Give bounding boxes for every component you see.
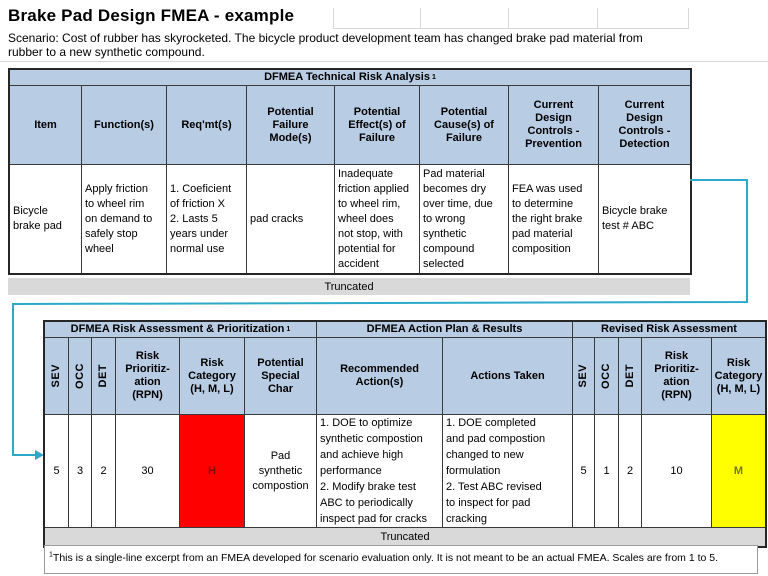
t1-header-detection: Current Design Controls - Detection [599, 86, 690, 165]
t2-cell-rpn: 30 [116, 415, 180, 528]
spreadsheet-gridline [688, 8, 689, 28]
t2-cell-risk-category-high: H [180, 415, 245, 528]
t1-truncated-strip: Truncated [8, 278, 690, 295]
t1-cell-effect: Inadequate friction applied to wheel rim, wheel does not stop, with potential for accident [335, 165, 420, 273]
t2-cell-sev-revised: 5 [573, 415, 595, 528]
t2-cell-occ-revised: 1 [595, 415, 619, 528]
t1-title-label: DFMEA Technical Risk Analysis [264, 71, 430, 83]
page-title: Brake Pad Design FMEA - example [8, 6, 295, 25]
t2-header-rpn: Risk Prioritiz- ation (RPN) [116, 338, 180, 415]
t2-header-sev: SEV [45, 338, 69, 415]
t2-section-revised: Revised Risk Assessment [573, 322, 765, 338]
spreadsheet-gridline [420, 8, 421, 28]
t2-header-recommended-action: Recommended Action(s) [317, 338, 443, 415]
t1-cell-detection: Bicycle brake test # ABC [602, 205, 668, 232]
t2-cell-occ: 3 [69, 415, 92, 528]
t2-header-occ: OCC [69, 338, 92, 415]
t1-header-function: Function(s) [82, 86, 167, 165]
t2-header-risk-category-revised: Risk Category (H, M, L) [712, 338, 765, 415]
t2-cell-special-char: Pad synthetic compostion [245, 415, 317, 528]
footnote-text: This is a single-line excerpt from an FMEA developed for scenario evaluation only. It is not meant to be an actual FMEA. Scales are from 1 to 5. [52, 552, 719, 564]
spreadsheet-gridline [508, 8, 509, 28]
t2-truncated-row: Truncated [45, 528, 765, 546]
t1-cell-cause: Pad material becomes dry over time, due to wrong synthetic compound selected [420, 165, 509, 273]
t2-header-rpn-revised: Risk Prioritiz- ation (RPN) [642, 338, 712, 415]
t1-header-prevention: Current Design Controls - Prevention [509, 86, 599, 165]
t2-header-risk-category: Risk Category (H, M, L) [180, 338, 245, 415]
footnote [44, 545, 758, 574]
t1-cell-prevention: FEA was used to determine the right brake pad material composition [509, 165, 599, 273]
t1-header-reqmt: Req'mt(s) [167, 86, 247, 165]
t1-header-failure-mode: Potential Failure Mode(s) [247, 86, 335, 165]
t1-title: DFMEA Technical Risk Analysis 1 [10, 70, 690, 86]
dfmea-technical-risk-table [8, 68, 692, 275]
t2-cell-det: 2 [92, 415, 116, 528]
t2-header-occ-revised: OCC [595, 338, 619, 415]
spreadsheet-gridline [0, 61, 768, 62]
t1-cell-item: Bicycle brake pad [10, 165, 82, 273]
dfmea-risk-assessment-table [43, 320, 767, 548]
t2-section1-label: DFMEA Risk Assessment & Prioritization [70, 323, 285, 335]
t1-cell-function: Apply friction to wheel rim on demand to safely stop wheel [82, 165, 167, 273]
t2-header-sev-revised: SEV [573, 338, 595, 415]
t2-section-risk-assessment: DFMEA Risk Assessment & Prioritization 1 [45, 322, 317, 338]
scenario-text: Scenario: Cost of rubber has skyrocketed. The bicycle product development team has changed brake pad material from rubber to a new synthetic compound. [8, 31, 643, 59]
t2-cell-risk-category-revised-medium: M [712, 415, 765, 528]
t1-header-effect: Potential Effect(s) of Failure [335, 86, 420, 165]
t2-cell-sev: 5 [45, 415, 69, 528]
t2-header-actions-taken: Actions Taken [443, 338, 573, 415]
t2-section-action-plan: DFMEA Action Plan & Results [317, 322, 573, 338]
t2-cell-actions-taken: 1. DOE completed and pad compostion changed to new formulation 2. Test ABC revised to inspect for pad cracking [443, 415, 573, 528]
t1-header-item: Item [10, 86, 82, 165]
t1-cell-reqmt: 1. Coeficient of friction X 2. Lasts 5 years under normal use [167, 165, 247, 273]
t2-header-special-char: Potential Special Char [245, 338, 317, 415]
t2-cell-rpn-revised: 10 [642, 415, 712, 528]
spreadsheet-gridline [333, 28, 689, 29]
footnote-marker: 1 [49, 551, 53, 559]
t2-header-det-revised: DET [619, 338, 642, 415]
t2-header-det: DET [92, 338, 116, 415]
t2-cell-det-revised: 2 [619, 415, 642, 528]
t1-cell-failure-mode: pad cracks [247, 165, 335, 273]
spreadsheet-gridline [597, 8, 598, 28]
spreadsheet-gridline [333, 8, 334, 28]
t2-cell-recommended-action: 1. DOE to optimize synthetic compostion and achieve high performance 2. Modify brake test ABC to periodically inspect pad for cracks [317, 415, 443, 528]
t1-header-cause: Potential Cause(s) of Failure [420, 86, 509, 165]
